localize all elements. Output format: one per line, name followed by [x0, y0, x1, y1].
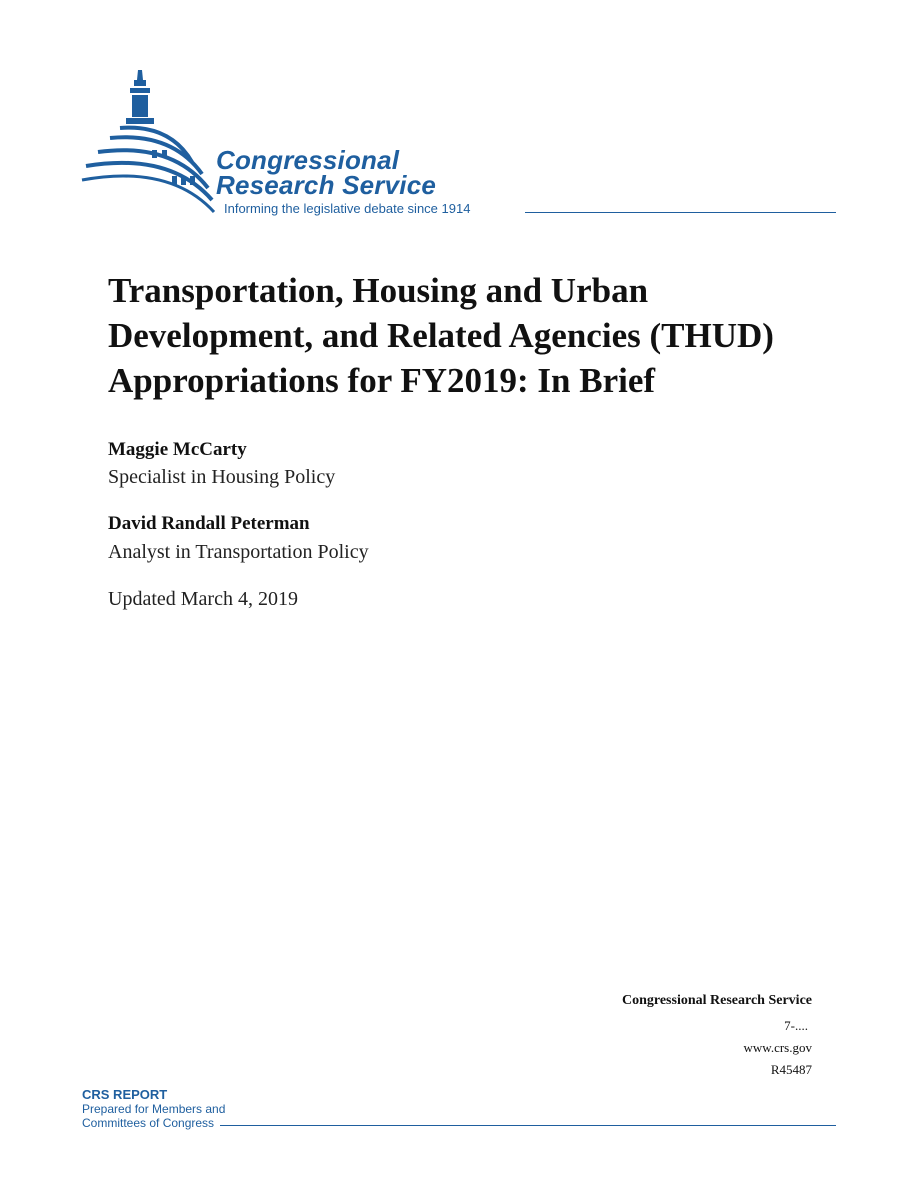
footer-url[interactable]: www.crs.gov: [743, 1040, 812, 1055]
footer-org: Congressional Research Service: [621, 993, 812, 1008]
footer-divider: [220, 1125, 836, 1126]
logo-divider: [525, 212, 836, 213]
crs-report-title: CRS REPORT: [82, 1087, 168, 1102]
crs-report-line2: Committees of Congress: [82, 1116, 215, 1130]
crs-logo: [80, 66, 840, 226]
report-number: R45487: [770, 1062, 812, 1077]
logo-org-line2: Research Service: [216, 170, 437, 200]
logo-tagline: Informing the legislative debate since 1914: [224, 201, 471, 216]
author-name: David Randall Peterman: [108, 513, 310, 534]
crs-report-line1: Prepared for Members and: [82, 1102, 226, 1116]
document-date: Updated March 4, 2019: [108, 588, 298, 610]
crs-report-label: [82, 1088, 225, 1130]
author-role: Specialist in Housing Policy: [108, 466, 336, 488]
author-role: Analyst in Transportation Policy: [108, 541, 369, 563]
footer-code: 7-....: [784, 1018, 808, 1033]
document-title: Transportation, Housing and Urban Development, and Related Agencies (THUD) Appropriations for FY2019: In Brief: [108, 271, 774, 400]
logo-org-line1: Congressional: [216, 145, 400, 175]
capitol-dome-icon: [80, 66, 220, 216]
author-name: Maggie McCarty: [108, 439, 247, 460]
